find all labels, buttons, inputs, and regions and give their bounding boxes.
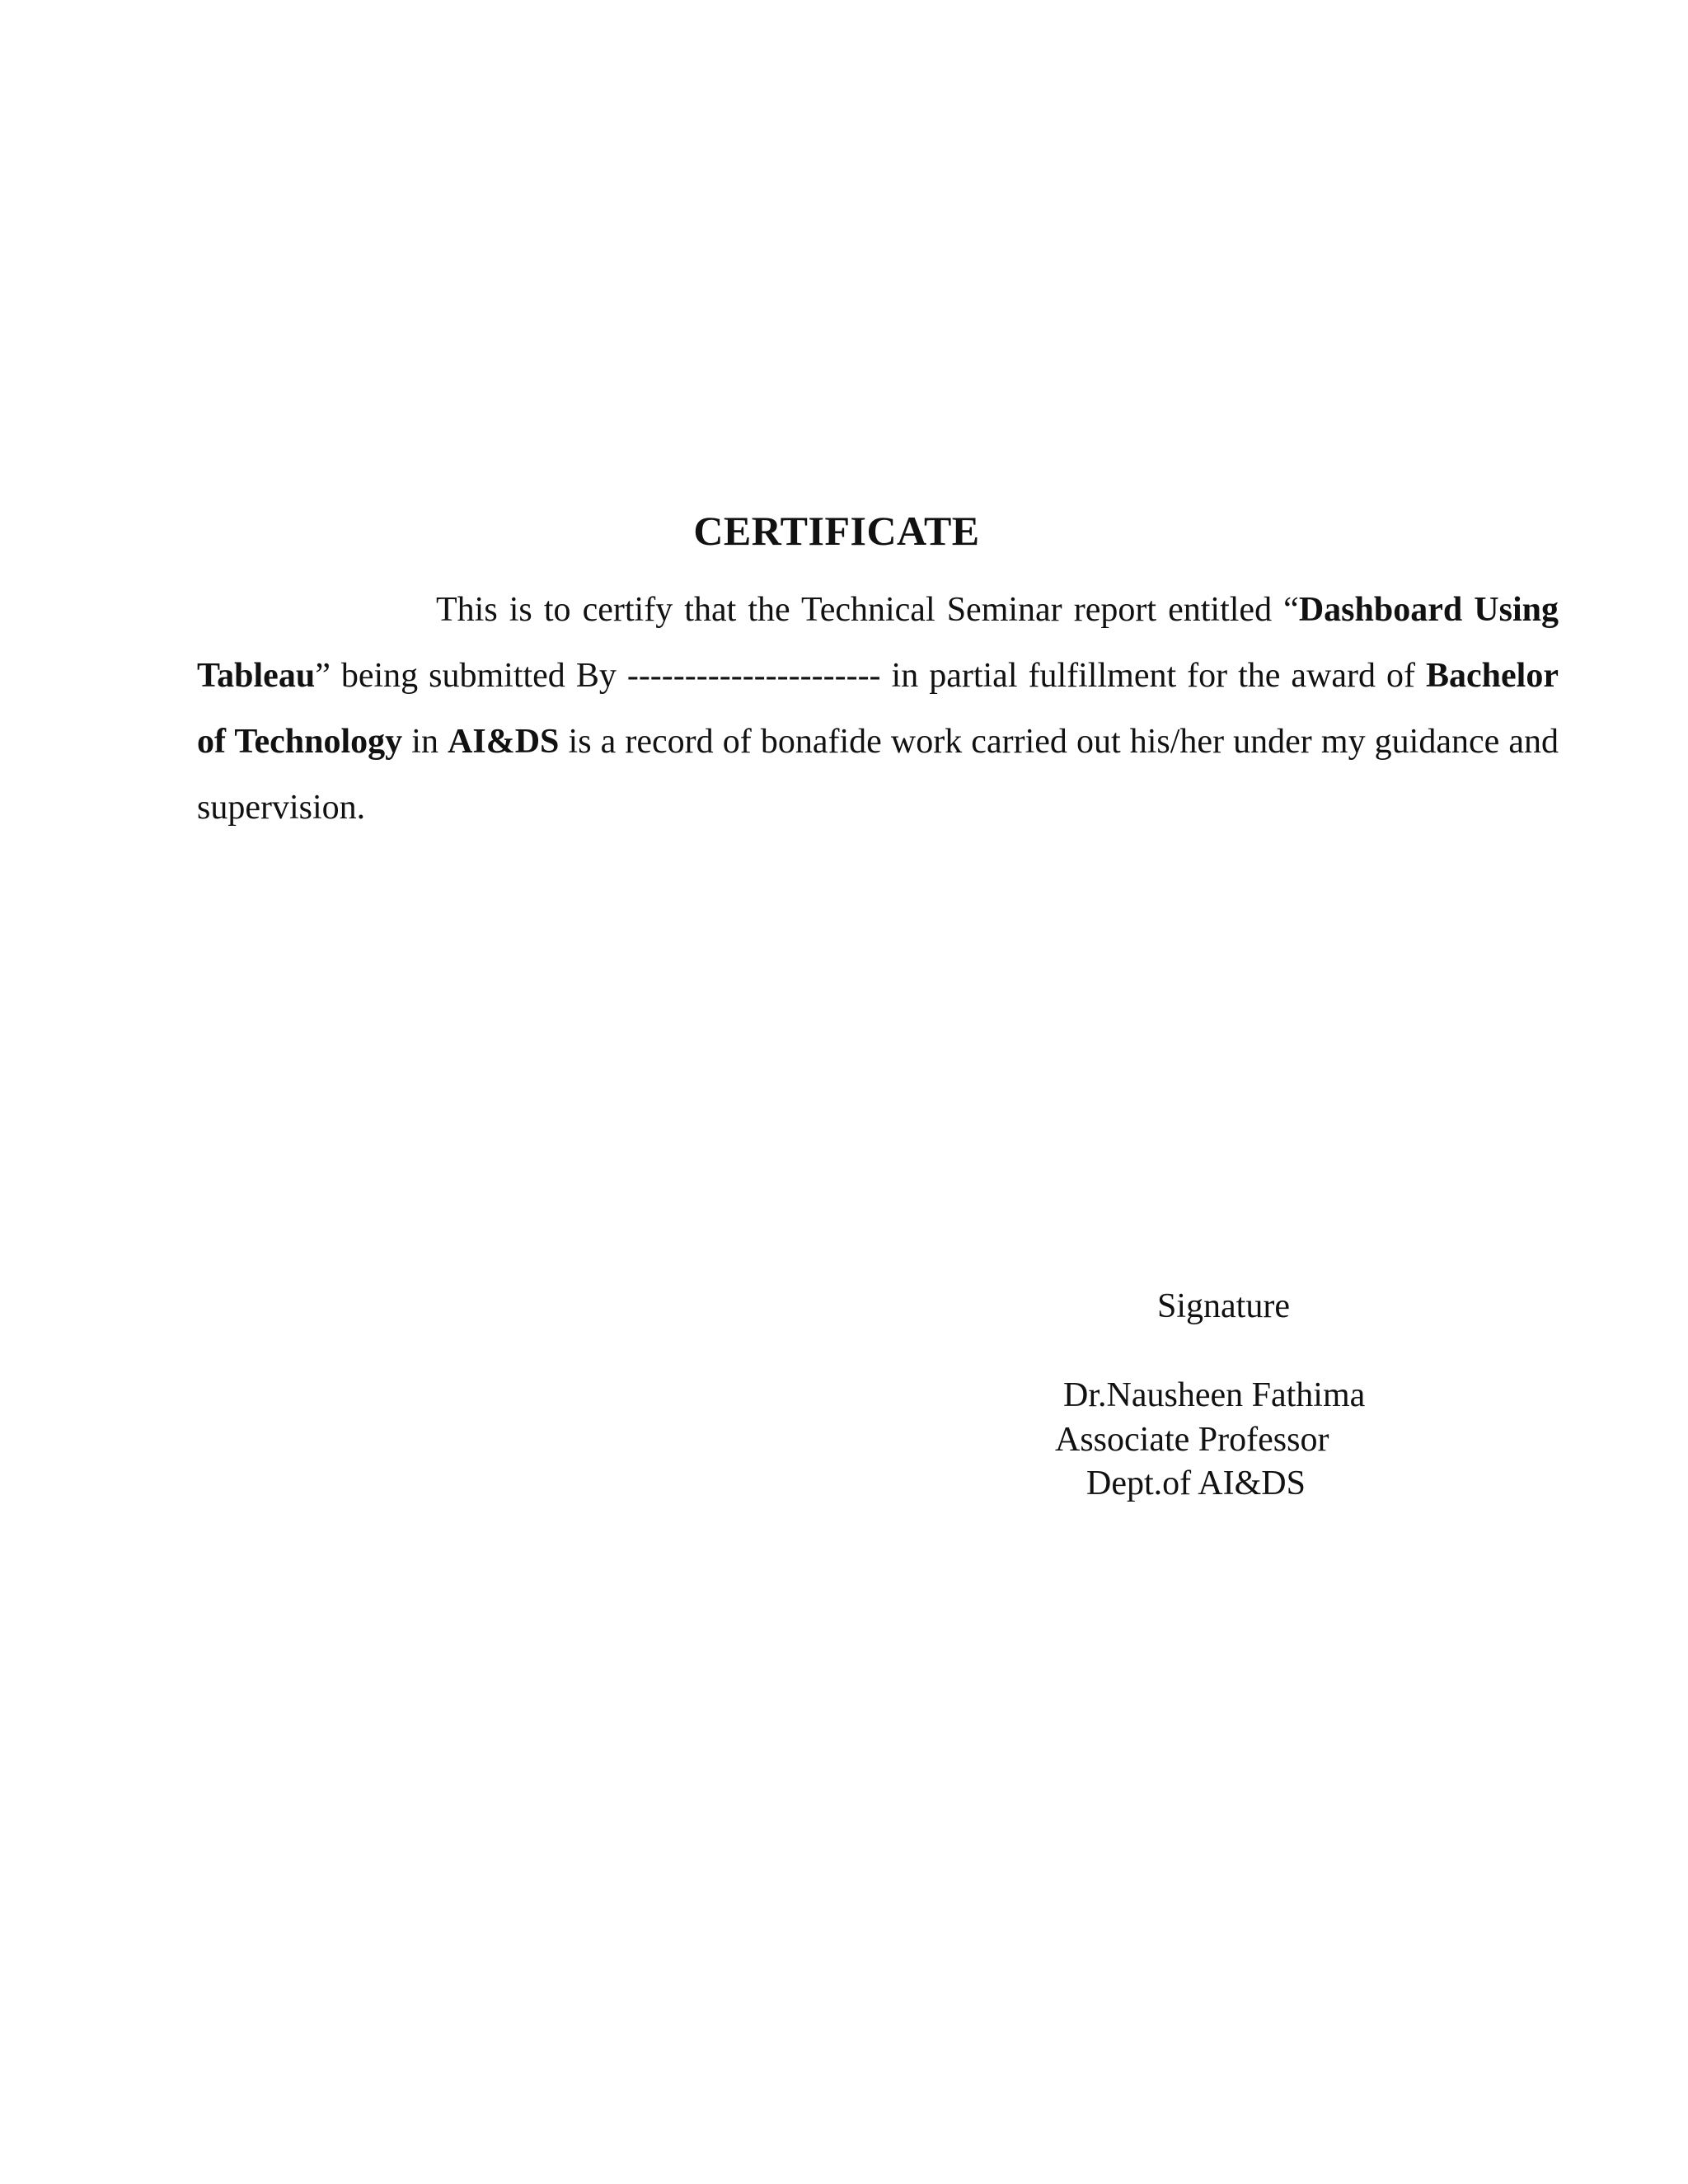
- degree-name: Bachelor of Technology: [197, 657, 1559, 761]
- signatory-department: Dept.of AI&DS: [1086, 1465, 1306, 1502]
- signature-label: Signature: [1157, 1287, 1290, 1325]
- signatory-name: Dr.Nausheen Fathima: [1063, 1376, 1366, 1414]
- body-text-intro: This is to certify that the Technical Seminar report entitled “: [436, 591, 1299, 629]
- report-title: Dashboard Using Tableau: [197, 591, 1559, 695]
- body-text-closing: is a record of bonafide work carried out his/her under my guidance and supervision.: [197, 723, 1559, 827]
- body-text-submission: ” being submitted By ---------------------- in partial fulfillment for the award of: [315, 657, 1427, 695]
- branch-name: AI&DS: [448, 723, 560, 761]
- certificate-title: CERTIFICATE: [693, 508, 980, 554]
- body-text-in: in: [402, 723, 448, 761]
- signatory-designation: Associate Professor: [1055, 1421, 1329, 1459]
- certificate-body: [197, 577, 1559, 841]
